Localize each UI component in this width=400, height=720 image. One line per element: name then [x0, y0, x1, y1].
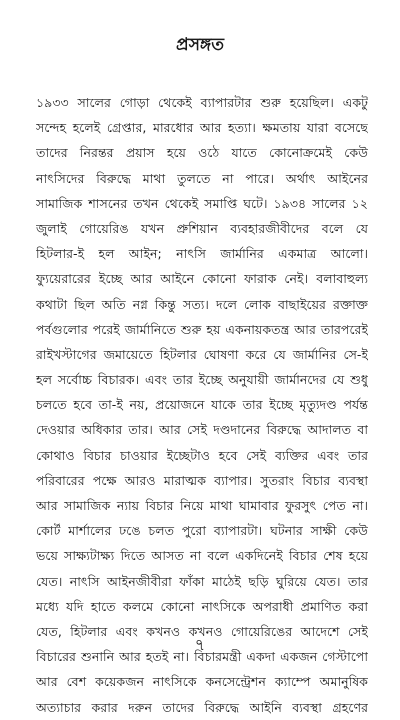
text-line: নাৎসিদের বিরুদ্ধে মাথা তুলতে না পারে। অর্থাৎ আইনের — [36, 170, 368, 186]
text-line: ভয়ে সাক্ষ্যটাক্ষ্য দিতে আসত না বলে একদিনেই বিচার শেষ হয়ে — [36, 548, 368, 564]
text-line: চলতে হবে তা-ই নয়, প্রয়োজনে যাকে তার ইচ্ছে মৃত্যুদণ্ড পর্যন্ত — [36, 397, 368, 413]
text-line: যেত, হিটলার এবং কখনও কখনও গোয়েরিঙের আদেশে সেই — [36, 623, 368, 639]
text-line: আর সামাজিক ন্যায় বিচার নিয়ে মাথা ঘামাবার ফুরসুৎ পেত না। — [36, 498, 368, 513]
page-number: ৭ — [194, 635, 206, 654]
text-line: পর্বগুলোর পরেই জার্মানিতে শুরু হয় একনায়কতন্ত্র আর তারপরেই — [36, 321, 368, 337]
text-line: কথাটা ছিল অতি নগ্ন কিন্তু সত্য। দলে লোক বাছাইয়ের রক্তাক্ত — [36, 296, 368, 312]
chapter-title: প্রসঙ্গত — [176, 35, 224, 55]
text-line: কোর্ট মার্শালের ঢঙে চলত পুরো ব্যাপারটা। ঘটনার সাক্ষী কেউ — [36, 523, 368, 539]
text-line: হল সর্বোচ্চ বিচারক। এবং তার ইচ্ছে অনুযায়ী জার্মানদের যে শুধু — [36, 372, 368, 388]
text-line: অত্যাচার করার দরুন তাদের বিরুদ্ধে আইনি ব্যবস্থা গ্রহণের — [36, 699, 368, 715]
text-line: মধ্যে যদি হাতে কলমে কোনো নাৎসিকে অপরাধী প্রমাণিত করা — [36, 598, 368, 614]
text-line: হিটলার-ই হল আইন; নাৎসি জার্মানির একমাত্র আলো। — [36, 246, 368, 262]
text-line: দেওয়ার অধিকার তার। আর সেই দণ্ডদানের বিরুদ্ধে আদালত বা — [36, 422, 368, 438]
text-line: সন্দেহ হলেই গ্রেপ্তার, মারধোর আর হত্যা। ক্ষমতায় যারা বসেছে — [36, 120, 368, 136]
text-line: জুলাই গোয়েরিঙ যখন প্রুশিয়ান ব্যবহারজীবীদের বলে যে — [36, 220, 368, 236]
text-line: বিচারের শুনানি আর হতই না। বিচারমন্ত্রী একদা একজন গেস্টাপো — [36, 649, 368, 665]
body-paragraph — [36, 90, 368, 720]
text-line: কোথাও বিচার চাওয়ার ইচ্ছেটাও হবে সেই ব্যক্তির এবং তার — [36, 447, 368, 463]
text-line: ১৯৩৩ সালের গোড়া থেকেই ব্যাপারটার শুরু হয়েছিল। একটু — [36, 95, 368, 110]
text-line: আর বেশ কয়েকজন নাৎসিকে কনসেন্ট্রেশন ক্যাম্পে অমানুষিক — [36, 674, 368, 690]
text-line: তাদের নিরন্তর প্রয়াস হয়ে ওঠে যাতে কোনোক্রমেই কেউ — [36, 145, 368, 161]
text-line: রাইখস্টাগের জমায়েতে হিটলার ঘোষণা করে যে জার্মানির সে-ই — [36, 346, 368, 362]
text-line: পরিবারের পক্ষে আরও মারাত্মক ব্যাপার। সুতরাং বিচার ব্যবস্থা — [36, 472, 368, 488]
text-line: যেত। নাৎসি আইনজীবীরা ফাঁকা মাঠেই ছড়ি ঘুরিয়ে যেত। তার — [36, 573, 368, 589]
text-line: সামাজিক শাসনের তখন থেকেই সমাপ্তি ঘটে। ১৯৩৪ সালের ১২ — [36, 195, 368, 211]
text-line: ফ্যুয়েরারের ইচ্ছে আর আইনে কোনো ফারাক নেই। বলাবাহুল্য — [36, 271, 368, 287]
